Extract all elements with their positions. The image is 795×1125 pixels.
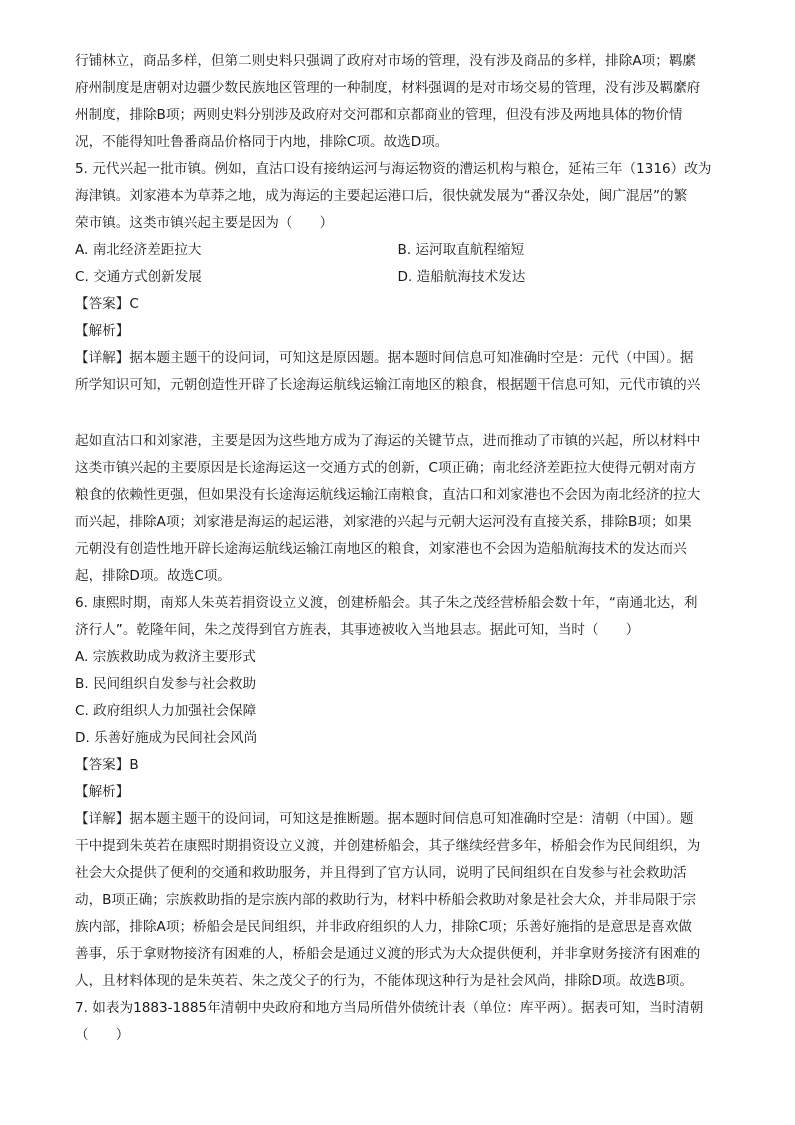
question-6-stem: 6. 康熙时期，南郑人朱英若捐资设立义渡，创建桥船会。其子朱之茂经营桥船会数十年，“南通北达，利	[75, 595, 698, 611]
option-d: D. 造船航海技术发达	[397, 269, 526, 285]
text-line: 动，B项正确；宗族救助指的是宗族内部的救助行为，材料中桥船会救助对象是社会大众，并非局限于宗	[75, 892, 697, 908]
analysis-label: 【解析】	[75, 323, 130, 339]
option-b: B. 运河取直航程缩短	[397, 242, 525, 258]
option-d: D. 乐善好施成为民间社会风尚	[75, 730, 258, 746]
text-line: 起如直沽口和刘家港，主要是因为这些地方成为了海运的关键节点，进而推动了市镇的兴起，所以材料中	[75, 433, 701, 449]
option-a: A. 宗族救助成为救济主要形式	[75, 649, 256, 665]
question-7-stem: 7. 如表为1883-1885年清朝中央政府和地方当局所借外债统计表（单位：库平两）。据表可知，当时清朝	[75, 1000, 704, 1016]
text-line: 海津镇。刘家港本为草莽之地，成为海运的主要起运港口后，很快就发展为“番汉杂处，闽广混居”的繁	[75, 188, 688, 204]
question-5-stem: 5. 元代兴起一批市镇。例如，直沽口设有接纳运河与海运物资的漕运机构与粮仓，延祐三年（1316）改为	[75, 161, 712, 177]
text-block-top	[75, 48, 720, 399]
answer-label: 【答案】C	[75, 296, 139, 312]
text-line: 荣市镇。这类市镇兴起主要是因为（ ）	[75, 215, 334, 231]
analysis-label: 【解析】	[75, 784, 130, 800]
text-line: 府州制度是唐朝对边疆少数民族地区管理的一种制度，材料强调的是对市场交易的管理，没有涉及羁縻府	[75, 80, 701, 96]
option-b: B. 民间组织自发参与社会救助	[75, 676, 257, 692]
text-line: 干中提到朱英若在康熙时期捐资设立义渡，并创建桥船会，其子继续经营多年，桥船会作为民间组织，为	[75, 838, 701, 854]
question-5-options-row	[75, 264, 720, 291]
text-line: 粮食的依赖性更强，但如果没有长途海运航线运输江南粮食，直沽口和刘家港也不会因为南北经济的拉大	[75, 487, 701, 503]
text-line: 【详解】据本题主题干的设问词，可知这是原因题。据本题时间信息可知准确时空是：元代（中国）。据	[75, 350, 694, 366]
text-line: 行铺林立，商品多样，但第二则史料只强调了政府对市场的管理，没有涉及商品的多样，排除A项；羁縻	[75, 53, 697, 69]
text-line: 人，且材料体现的是朱英若、朱之茂父子的行为，不能体现这种行为是社会风尚，排除D项。故选B项。	[75, 973, 693, 989]
question-5-options-row	[75, 237, 720, 264]
option-c: C. 交通方式创新发展	[75, 269, 202, 285]
text-line: 善事，乐于拿财物接济有困难的人，桥船会是通过义渡的形式为大众提供便利，并非拿财务接济有困难的	[75, 946, 701, 962]
text-line: （ ）	[75, 1027, 130, 1043]
text-line: 社会大众提供了便利的交通和救助服务，并且得到了官方认同，说明了民间组织在自发参与社会救助活	[75, 865, 687, 881]
answer-label: 【答案】B	[75, 757, 139, 773]
text-block-bottom	[75, 428, 720, 1049]
text-line: 这类市镇兴起的主要原因是长途海运这一交通方式的创新，C项正确；南北经济差距拉大使得元朝对南方	[75, 460, 697, 476]
text-line: 所学知识可知，元朝创造性开辟了长途海运航线运输江南地区的粮食，根据题干信息可知，元代市镇的兴	[75, 377, 701, 393]
text-line: 起，排除D项。故选C项。	[75, 568, 231, 584]
text-line: 济行人”。乾隆年间，朱之茂得到官方旌表，其事迹被收入当地县志。据此可知，当时（ ）	[75, 622, 640, 638]
text-line: 族内部，排除A项；桥船会是民间组织，并非政府组织的人力，排除C项；乐善好施指的是意思是喜欢做	[75, 919, 692, 935]
option-a: A. 南北经济差距拉大	[75, 242, 202, 258]
text-line: 【详解】据本题主题干的设问词，可知这是推断题。据本题时间信息可知准确时空是：清朝（中国）。题	[75, 811, 694, 827]
text-line: 况，不能得知吐鲁番商品价格同于内地，排除C项。故选D项。	[75, 134, 449, 150]
text-line: 州制度，排除B项；两则史料分别涉及政府对交河郡和京都商业的管理，但没有涉及两地具体的物价情	[75, 107, 683, 123]
text-line: 而兴起，排除A项；刘家港是海运的起运港，刘家港的兴起与元朝大运河没有直接关系，排除B项；如果	[75, 514, 692, 530]
option-c: C. 政府组织人力加强社会保障	[75, 703, 257, 719]
text-line: 元朝没有创造性地开辟长途海运航线运输江南地区的粮食，刘家港也不会因为造船航海技术的发达而兴	[75, 541, 687, 557]
